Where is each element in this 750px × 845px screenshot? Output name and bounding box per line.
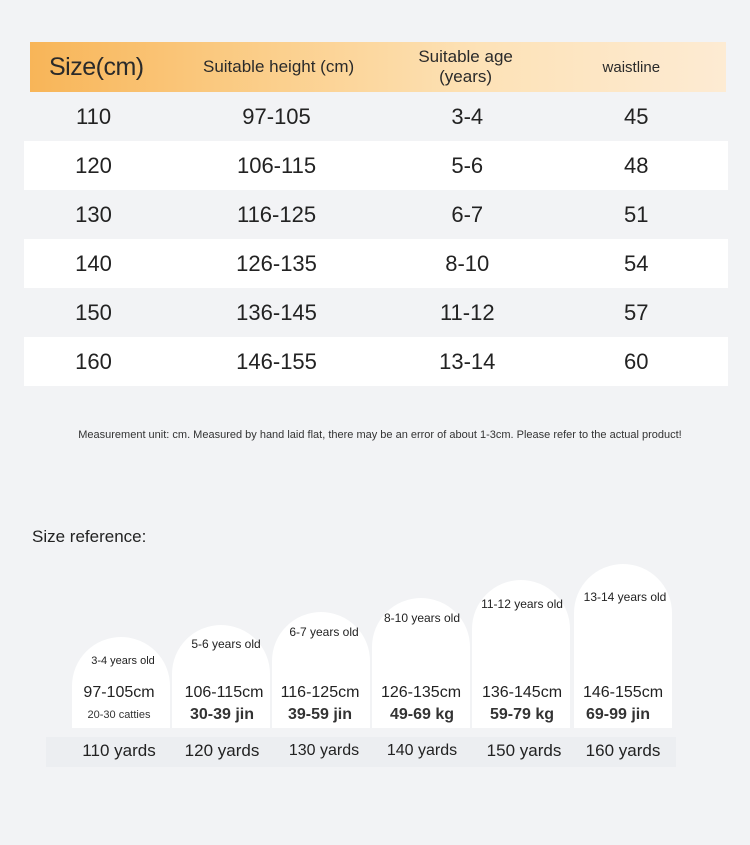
cell-height: 136-145: [236, 299, 317, 325]
measurement-note: Measurement unit: cm. Measured by hand laid flat, there may be an error of about 1-3cm. Please refer to the actual product!: [78, 429, 682, 441]
reference-height: 106-115cm: [184, 684, 264, 701]
reference-height: 116-125cm: [280, 684, 360, 701]
cell-age: 8-10: [445, 250, 490, 276]
cell-size: 160: [75, 348, 112, 374]
reference-weight: 69-99 jin: [585, 706, 651, 723]
cell-size: 140: [75, 250, 112, 276]
cell-age: 11-12: [439, 299, 495, 325]
reference-age: 11-12 years old: [481, 597, 563, 611]
cell-height: 116-125: [236, 201, 317, 227]
reference-yards: 130 yards: [288, 742, 360, 759]
cell-waistline: 57: [624, 299, 649, 325]
cell-waistline: 48: [624, 152, 649, 178]
reference-height: 136-145cm: [481, 684, 563, 701]
cell-height: 146-155: [236, 348, 317, 374]
reference-age: 8-10 years old: [383, 611, 461, 625]
reference-height: 97-105cm: [83, 684, 155, 701]
reference-weight: 39-59 jin: [287, 706, 353, 723]
reference-age: 13-14 years old: [583, 590, 667, 604]
cell-size: 120: [75, 152, 112, 178]
cell-age: 5-6: [451, 152, 484, 178]
cell-age: 13-14: [439, 348, 496, 374]
reference-weight: 30-39 jin: [189, 706, 255, 723]
reference-yards: 110 yards: [82, 741, 156, 760]
header-size: Size(cm): [48, 52, 144, 81]
reference-age: 5-6 years old: [191, 637, 261, 651]
cell-waistline: 60: [624, 348, 649, 374]
cell-age: 3-4: [451, 103, 484, 129]
header-age: Suitable age (years): [418, 47, 513, 86]
reference-height: 126-135cm: [380, 684, 462, 701]
cell-waistline: 54: [624, 250, 649, 276]
reference-yards: 140 yards: [386, 742, 458, 759]
reference-yards: 150 yards: [486, 741, 562, 760]
reference-weight: 49-69 kg: [389, 706, 455, 723]
header-waistline: waistline: [602, 58, 661, 76]
cell-size: 150: [75, 299, 112, 325]
cell-height: 126-135: [236, 250, 317, 276]
header-height: Suitable height (cm): [202, 57, 355, 76]
reference-weight: 20-30 catties: [87, 709, 151, 721]
size-reference-title: Size reference:: [32, 527, 147, 546]
cell-waistline: 45: [624, 103, 649, 129]
reference-age: 3-4 years old: [91, 655, 155, 667]
cell-size: 110: [75, 103, 112, 129]
reference-height: 146-155cm: [582, 684, 664, 701]
reference-yards: 120 yards: [184, 741, 260, 760]
cell-height: 106-115: [236, 152, 317, 178]
reference-weight: 59-79 kg: [489, 706, 555, 723]
cell-age: 6-7: [451, 201, 484, 227]
reference-age: 6-7 years old: [289, 625, 359, 639]
reference-bar: [574, 564, 672, 728]
reference-yards: 160 yards: [585, 741, 661, 760]
cell-size: 130: [75, 201, 112, 227]
cell-height: 97-105: [242, 103, 311, 129]
cell-waistline: 51: [624, 201, 649, 227]
